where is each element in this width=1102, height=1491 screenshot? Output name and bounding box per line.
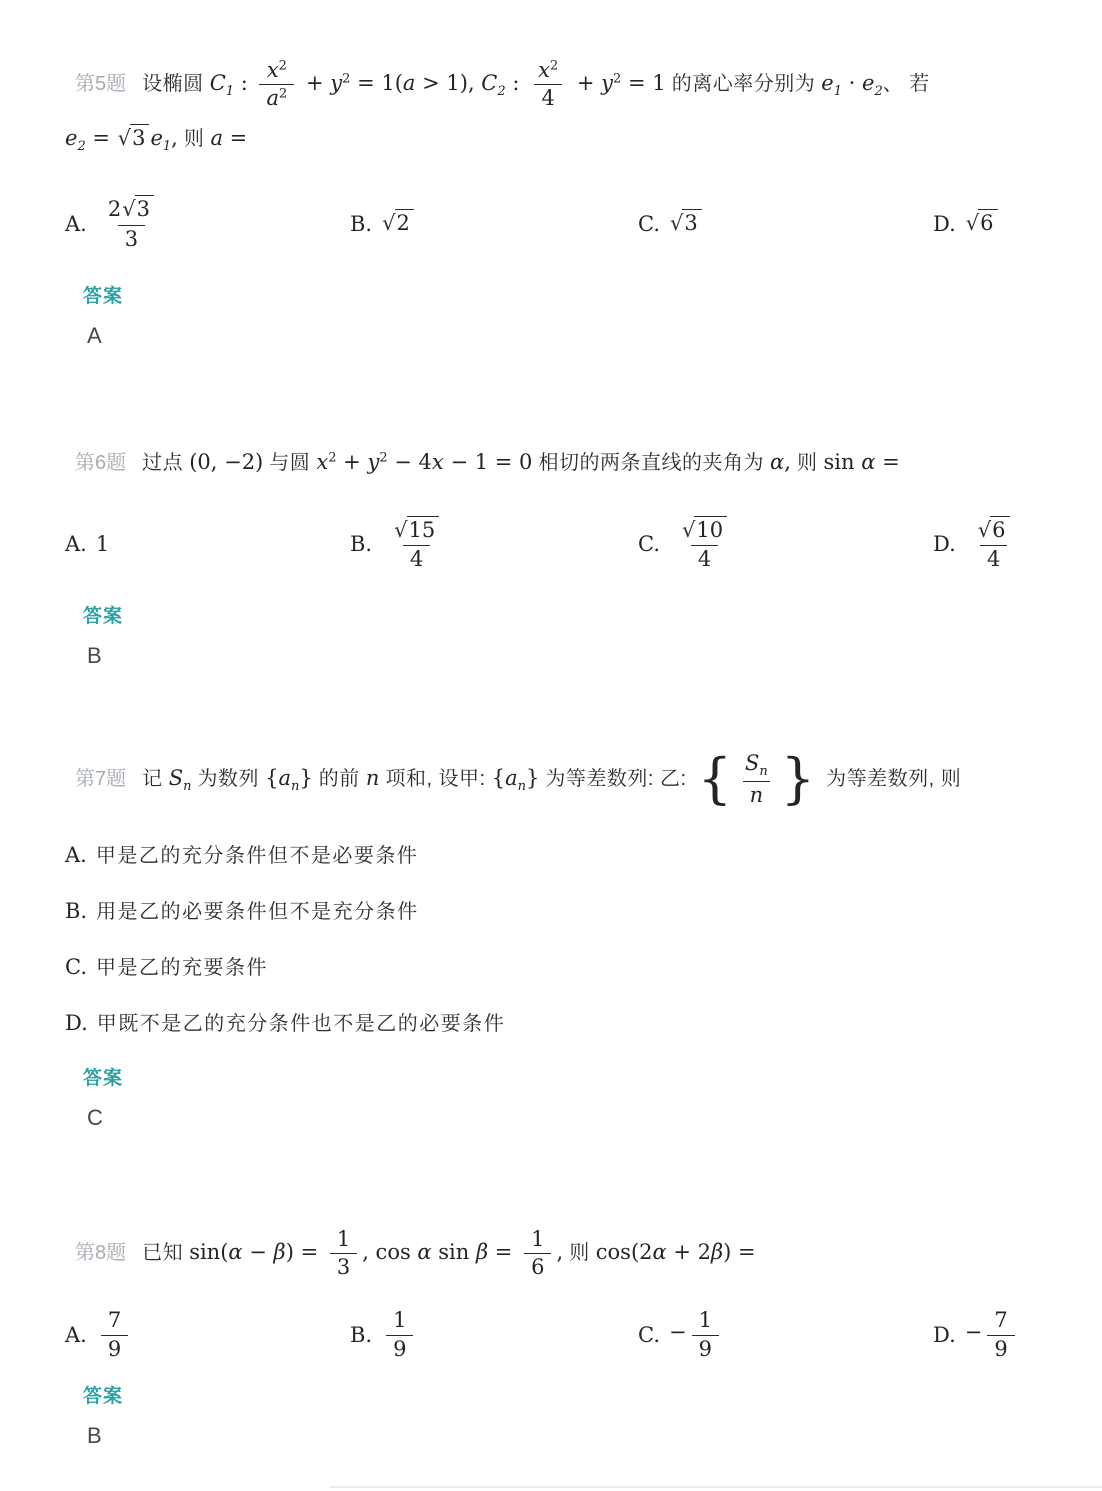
option-formula: [669, 209, 703, 237]
answer-heading: 答案: [83, 1067, 124, 1089]
text-run: 则: [177, 128, 211, 151]
fraction: [330, 1226, 357, 1281]
math-roman: +: [336, 450, 368, 474]
math-roman: }: [299, 765, 313, 790]
option-letter: C.: [638, 532, 660, 557]
radicand: [978, 209, 997, 237]
math-variable: n: [749, 782, 764, 807]
option-b: [350, 513, 638, 575]
subscript: 1: [162, 139, 172, 155]
denominator: [987, 1335, 1014, 1363]
option-c: [638, 1305, 933, 1364]
math-roman: 1: [393, 1308, 407, 1333]
radical: [118, 124, 150, 152]
subscript: 1: [225, 83, 235, 99]
denominator: [980, 545, 1007, 573]
answer-block: [0, 1381, 1102, 1449]
option-a: [65, 839, 1102, 868]
question-number-label: 第7题: [75, 767, 127, 790]
answer-value: A: [87, 322, 102, 348]
option-c: [638, 209, 933, 237]
math-variable: β: [273, 1239, 286, 1264]
fraction: [970, 515, 1018, 573]
radical-sign: √: [965, 211, 980, 236]
math-roman: 4: [541, 86, 555, 111]
math-roman: 15: [408, 518, 436, 542]
subscript: n: [183, 778, 192, 794]
option-d: [933, 209, 1102, 237]
question-formula: [142, 747, 962, 811]
math-roman: =: [223, 126, 248, 151]
radical-sign: √: [670, 211, 684, 236]
options-list: [0, 839, 1102, 1036]
subscript: 1: [833, 83, 842, 99]
math-roman: sin(: [189, 1239, 229, 1264]
math-roman: −: [242, 1239, 274, 1264]
fraction: [738, 750, 775, 809]
math-variable: e: [65, 126, 78, 151]
right-brace-icon: }: [780, 747, 816, 811]
math-roman: 10: [696, 518, 724, 542]
denominator: [692, 1335, 719, 1363]
denominator: [330, 1253, 357, 1281]
math-roman: }: [525, 765, 540, 790]
numerator: [386, 515, 447, 545]
math-variable: a: [402, 70, 416, 95]
option-letter: D.: [65, 1010, 88, 1035]
math-variable: e: [862, 70, 875, 95]
option-text: 用是乙的必要条件但不是充分条件: [96, 900, 419, 923]
option-letter: C.: [638, 211, 660, 236]
math-variable: α: [417, 1239, 432, 1264]
option-letter: B.: [350, 532, 373, 557]
question-formula: [142, 58, 930, 111]
text-run: 设椭圆: [142, 72, 210, 95]
denominator: [691, 545, 718, 573]
subscript: 2: [77, 139, 86, 155]
math-roman: ) =: [285, 1239, 325, 1264]
fraction: [674, 515, 735, 573]
option-letter: C.: [638, 1323, 660, 1348]
math-roman: , cos: [362, 1239, 418, 1264]
math-variable: β: [711, 1239, 724, 1264]
option-d: [933, 1305, 1102, 1364]
radical: [670, 209, 702, 237]
brace-content: [733, 748, 780, 811]
question-8: [0, 1224, 1102, 1449]
option-text: 甲是乙的充分条件但不是必要条件: [95, 844, 419, 867]
option-b: [65, 895, 1102, 924]
denominator: [403, 545, 430, 573]
math-roman: 4: [409, 547, 424, 572]
options-row: [0, 513, 1102, 575]
math-variable: x: [431, 450, 444, 474]
numerator: [524, 1226, 551, 1253]
math-roman: 6: [531, 1255, 545, 1280]
math-roman: +: [570, 70, 602, 95]
math-variable: y: [330, 70, 343, 95]
math-roman: + 2: [666, 1239, 712, 1264]
option-formula: [965, 209, 999, 237]
option-formula: [96, 532, 109, 556]
math-roman: :: [234, 70, 255, 95]
math-roman: 4: [986, 547, 1001, 572]
option-letter: A.: [65, 532, 87, 557]
answer-block: [0, 1063, 1102, 1131]
math-roman: 3: [684, 211, 698, 236]
math-roman: = 1: [621, 70, 666, 95]
math-roman: −: [964, 1320, 983, 1345]
math-roman: sin: [823, 450, 862, 474]
math-variable: α: [652, 1239, 667, 1264]
options-row: [0, 1305, 1102, 1364]
radicand: [395, 209, 414, 237]
math-roman: :: [505, 70, 527, 95]
math-roman: =: [85, 126, 117, 151]
fraction: [692, 1307, 719, 1362]
fraction: [259, 57, 294, 112]
numerator: [101, 194, 162, 224]
math-roman: ) =: [723, 1239, 756, 1264]
text-run: 为等差数列, 则: [820, 767, 962, 790]
numerator: [692, 1307, 719, 1334]
math-variable: n: [365, 765, 380, 790]
question-8-text: [0, 1224, 1102, 1283]
math-roman: +: [299, 70, 331, 95]
option-letter: D.: [933, 1323, 956, 1348]
fraction: [101, 194, 162, 252]
option-formula: [381, 209, 415, 237]
math-roman: cos(2: [595, 1239, 653, 1264]
math-roman: 6: [980, 211, 994, 236]
superscript: 2: [279, 86, 288, 102]
radical-sign: √: [682, 518, 696, 542]
fraction: [531, 57, 565, 112]
text-run: 的离心率分别为: [665, 72, 822, 95]
math-roman: sin: [431, 1239, 476, 1264]
radical: [978, 516, 1010, 544]
options-row: [0, 192, 1102, 254]
radical-sign: √: [117, 126, 132, 151]
fraction: [101, 1307, 128, 1362]
option-letter: B.: [350, 1323, 373, 1348]
bottom-divider: [330, 1486, 1102, 1488]
math-roman: 9: [698, 1336, 712, 1361]
text-run: 、 若: [882, 72, 930, 95]
question-7-text: [0, 748, 1102, 811]
option-formula: [669, 513, 740, 575]
math-roman: 9: [393, 1336, 407, 1361]
question-number-label: 第8题: [75, 1241, 127, 1264]
option-letter: C.: [65, 954, 87, 979]
denominator: [524, 1253, 551, 1281]
math-roman: 7: [107, 1308, 122, 1333]
option-letter: B.: [350, 211, 373, 236]
math-variable: a: [266, 86, 280, 111]
math-variable: y: [367, 450, 380, 474]
math-variable: C: [209, 70, 226, 95]
text-run: 已知: [142, 1241, 190, 1264]
radicand: [990, 516, 1009, 544]
answer-value: B: [87, 1422, 102, 1448]
math-roman: 2: [107, 197, 122, 222]
answer-value: C: [87, 1104, 103, 1130]
math-variable: a: [505, 765, 518, 790]
text-run: 为等差数列: 乙:: [539, 767, 693, 790]
math-roman: − 4: [387, 450, 432, 474]
text-run: 与圆: [263, 452, 317, 474]
text-run: 记: [142, 767, 169, 790]
radicand: [135, 195, 154, 223]
subscript: n: [290, 778, 300, 794]
math-variable: e: [821, 70, 834, 95]
math-roman: (0, −2): [189, 450, 264, 474]
radical: [382, 209, 414, 237]
denominator: [259, 84, 294, 112]
denominator: [386, 1335, 413, 1363]
math-variable: α: [228, 1239, 243, 1264]
math-roman: 3: [136, 197, 150, 222]
option-formula: [669, 1305, 724, 1364]
numerator: [386, 1307, 413, 1334]
question-7: [0, 748, 1102, 1131]
math-roman: ·: [841, 70, 863, 95]
question-6: [0, 446, 1102, 669]
radical-sign: √: [382, 211, 396, 236]
radical-sign: √: [122, 197, 136, 222]
option-letter: D.: [933, 532, 956, 557]
math-roman: 7: [994, 1308, 1008, 1333]
numerator: [330, 1226, 357, 1253]
option-b: [350, 209, 638, 237]
option-a: [65, 192, 350, 254]
math-roman: 3: [124, 226, 139, 251]
math-roman: ,: [171, 126, 178, 151]
answer-value: B: [87, 643, 102, 669]
superscript: 2: [379, 450, 388, 466]
option-letter: A.: [65, 842, 87, 867]
math-roman: −: [669, 1320, 687, 1345]
radical: [394, 516, 439, 544]
math-roman: =: [875, 450, 900, 474]
answer-block: [0, 601, 1102, 669]
denominator: [118, 225, 145, 253]
math-roman: =: [488, 1239, 520, 1264]
math-roman: {: [491, 765, 506, 790]
math-roman: = 1(: [350, 70, 403, 95]
math-roman: 9: [994, 1336, 1008, 1361]
option-a: [65, 1305, 350, 1364]
math-variable: S: [745, 751, 760, 775]
subscript: n: [517, 778, 526, 794]
radicand: [694, 516, 727, 544]
math-variable: C: [481, 70, 498, 95]
text-run: 则: [790, 452, 824, 474]
option-formula: [381, 1305, 418, 1364]
question-5: [0, 55, 1102, 349]
math-roman: 4: [697, 547, 712, 572]
denominator: [534, 84, 561, 112]
numerator: [531, 57, 565, 84]
fraction: [987, 1307, 1014, 1362]
math-variable: x: [316, 450, 329, 474]
radicand: [130, 124, 149, 152]
option-letter: A.: [65, 211, 87, 236]
math-variable: e: [150, 126, 163, 151]
denominator: [101, 1335, 128, 1363]
math-variable: β: [475, 1239, 489, 1264]
option-formula: [96, 192, 167, 254]
answer-heading: 答案: [83, 285, 124, 307]
option-text: 甲既不是乙的充分条件也不是乙的必要条件: [96, 1012, 506, 1035]
question-6-text: [0, 446, 1102, 479]
fraction: [524, 1226, 551, 1281]
math-roman: 3: [336, 1255, 351, 1280]
math-roman: 9: [107, 1336, 122, 1361]
option-letter: B.: [65, 898, 88, 923]
subscript: 2: [874, 83, 883, 99]
math-roman: 1: [531, 1227, 545, 1251]
math-variable: α: [770, 450, 785, 474]
question-5-text-line1: [0, 55, 1102, 114]
math-roman: 1: [336, 1227, 351, 1251]
math-roman: 1: [95, 532, 110, 557]
math-variable: α: [861, 450, 876, 474]
question-formula: [142, 452, 900, 474]
math-variable: a: [210, 126, 223, 151]
superscript: 2: [549, 58, 559, 74]
option-d: [65, 1007, 1102, 1036]
question-number-label: 第6题: [75, 452, 127, 474]
math-roman: 1: [698, 1308, 712, 1333]
text-run: 过点: [142, 452, 190, 474]
math-variable: y: [601, 70, 614, 95]
subscript: 2: [497, 83, 506, 99]
option-formula: [381, 513, 452, 575]
math-variable: a: [278, 765, 291, 790]
option-c: [638, 513, 933, 575]
superscript: 2: [342, 71, 351, 87]
option-letter: D.: [933, 211, 956, 236]
math-roman: ,: [556, 1239, 564, 1264]
text-run: 项和, 设甲:: [379, 767, 492, 790]
math-roman: {: [265, 765, 279, 790]
option-c: [65, 951, 1102, 980]
option-a: [65, 532, 350, 556]
superscript: 2: [613, 71, 622, 87]
math-roman: 2: [396, 211, 410, 236]
option-text: 甲是乙的充要条件: [96, 956, 268, 979]
radical: [122, 195, 154, 223]
math-variable: x: [538, 58, 550, 82]
numerator: [970, 515, 1018, 545]
math-roman: 6: [992, 518, 1006, 542]
option-formula: [965, 513, 1023, 575]
option-d: [933, 513, 1102, 575]
superscript: 2: [278, 58, 287, 74]
numerator: [260, 57, 294, 84]
numerator: [101, 1307, 128, 1334]
radical-sign: √: [394, 518, 408, 542]
answer-block: [0, 281, 1102, 349]
question-number-label: 第5题: [75, 72, 127, 95]
radical: [966, 209, 998, 237]
math-variable: S: [168, 765, 184, 790]
answer-heading: 答案: [83, 1385, 124, 1407]
numerator: [987, 1307, 1014, 1334]
numerator: [738, 750, 775, 781]
text-run: 为数列: [191, 767, 266, 790]
left-brace-icon: {: [697, 747, 732, 811]
option-letter: A.: [65, 1323, 87, 1348]
braced-set: [698, 748, 815, 811]
radical-sign: √: [977, 518, 992, 542]
text-run: 则: [563, 1241, 596, 1264]
subscript: n: [759, 764, 768, 779]
question-formula: [142, 1227, 756, 1280]
option-b: [350, 1305, 638, 1364]
numerator: [674, 515, 735, 545]
superscript: 2: [328, 450, 337, 466]
math-roman: ,: [784, 450, 791, 474]
fraction: [386, 1307, 413, 1362]
denominator: [743, 781, 771, 809]
radical: [682, 516, 727, 544]
question-5-text-line2: [0, 122, 1102, 154]
option-formula: [96, 1305, 133, 1364]
option-formula: [965, 1305, 1020, 1364]
answer-heading: 答案: [83, 606, 124, 628]
fraction: [386, 515, 447, 573]
math-roman: 3: [132, 126, 146, 151]
math-variable: x: [266, 58, 279, 82]
radicand: [407, 516, 440, 544]
math-roman: − 1 = 0: [443, 450, 533, 474]
text-run: 的前: [312, 767, 366, 790]
math-roman: > 1),: [415, 70, 482, 95]
text-run: 相切的两条直线的夹角为: [532, 452, 771, 474]
radicand: [682, 209, 701, 237]
